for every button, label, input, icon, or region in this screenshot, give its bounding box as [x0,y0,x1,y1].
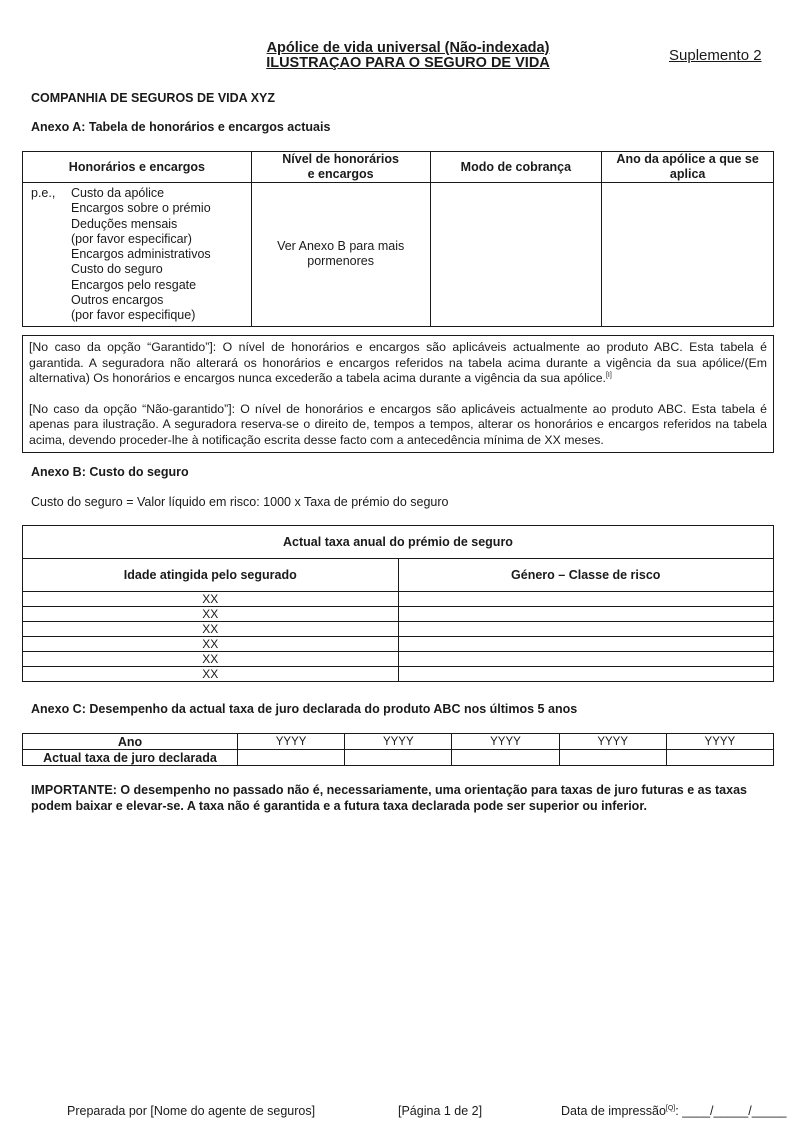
fee-items-list [71,186,211,324]
fee-item: (por favor especifique) [71,308,196,323]
col-header-age: Idade atingida pelo segurado [23,559,399,592]
fee-item: Deduções mensais [71,216,178,231]
age-cell: XX [23,592,399,607]
footer-print-date [561,1104,786,1118]
table-row [23,183,774,327]
guarantee-notes-box [22,335,774,453]
guaranteed-note [29,340,767,387]
fee-item: Encargos pelo resgate [71,277,197,292]
table-header-row [23,559,774,592]
fee-item: Outros encargos [71,293,164,308]
annex-a-heading: Anexo A: Tabela de honorários e encargos actuais [31,120,331,134]
fee-item: Encargos administrativos [71,247,211,262]
col-header-level [251,152,430,183]
table-row [23,667,774,682]
fee-level-cell [251,183,430,327]
year-cell: YYYY [238,734,345,750]
annex-c-heading: Anexo C: Desempenho da actual taxa de juro declarada do produto ABC nos últimos 5 anos [31,702,578,716]
company-name: COMPANHIA DE SEGUROS DE VIDA XYZ [31,91,276,105]
footer-prepared-by: Preparada por [Nome do agente de seguros] [67,1104,316,1118]
rate-cell [238,750,345,766]
row-header-rate: Actual taxa de juro declarada [23,750,238,766]
non-guaranteed-note: [No caso da opção “Não-garantido”]: O nível de honorários e encargos são aplicáveis actualmente ao produto ABC. Esta tabela é apenas para ilustração. A seguradora reserva-se o direito de, tempos a tempos, alterar os honorários e encargos referidos na tabela acima, devendo proceder-lhe à notificação escrita desse facto com a antecedência mínima de XX meses. [29,401,767,447]
col-header-level-line2: e encargos [307,167,374,181]
rate-cell [559,750,666,766]
interest-rate-table [22,733,774,766]
policy-year-cell [602,183,774,327]
col-header-level-line1: Nível de honorários [282,152,399,166]
level-note-line1: Ver Anexo B para mais [277,239,405,254]
fee-item: Custo da apólice [71,186,165,200]
footnote-marker: [I] [605,372,612,380]
print-date-label: Data de impressão [561,1104,666,1118]
table-header-row [23,152,774,183]
col-header-gender-risk: Género – Classe de risco [398,559,774,592]
level-note-line2: pormenores [307,254,374,269]
rate-cell [398,637,774,652]
premium-table-title: Actual taxa anual do prémio de seguro [23,526,774,559]
rate-cell [398,622,774,637]
supplement-label: Suplemento 2 [669,47,762,64]
title-line-2: ILUSTRAÇAO PARA O SEGURO DE VIDA [266,55,550,71]
important-disclaimer: IMPORTANTE: O desempenho no passado não é, necessariamente, uma orientação para taxas de juro futuras e as taxas podem baixar e elevar-se. A taxa não é garantida e a futura taxa declarada pode ser superior ou inferior. [31,783,747,813]
col-header-policy-year [602,152,774,183]
footer-page-number: [Página 1 de 2] [398,1104,483,1118]
table-row [23,592,774,607]
col-header-collection-mode: Modo de cobrança [430,152,602,183]
age-cell: XX [23,652,399,667]
print-date-value: : ____/_____/_____ [675,1104,787,1118]
fee-item: Encargos sobre o prémio [71,201,211,216]
year-cell: YYYY [666,734,773,750]
fee-item: (por favor especificar) [71,231,192,246]
guaranteed-note-text: [No caso da opção “Garantido”]: O nível de honorários e encargos são aplicáveis actualmente ao produto ABC. Esta tabela é garantida. A seguradora não alterará os honorários e encargos referidos na tabela acima durante a vigência da sua apólice/(Em alternativa) Os honorários e encargos nunca excederão a tabela acima durante a vigência da sua apólice. [29,340,767,386]
age-cell: XX [23,607,399,622]
table-row [23,607,774,622]
cost-formula: Custo do seguro = Valor líquido em risco: 1000 x Taxa de prémio do seguro [31,495,449,509]
table-row [23,652,774,667]
rate-cell [398,667,774,682]
table-title-row [23,526,774,559]
rate-cell [345,750,452,766]
col-header-year-line1: Ano da apólice a que se [616,152,759,166]
fees-charges-table [22,151,774,327]
premium-rate-table [22,525,774,682]
table-row [23,637,774,652]
collection-mode-cell [430,183,602,327]
rate-cell [398,592,774,607]
footnote-marker: [Q] [665,1104,676,1112]
title-line-1: Apólice de vida universal (Não-indexada) [266,40,550,56]
rate-cell [398,652,774,667]
rate-cell [398,607,774,622]
col-header-fees: Honorários e encargos [23,152,252,183]
table-row-years [23,734,774,750]
table-row [23,622,774,637]
annex-b-heading: Anexo B: Custo do seguro [31,465,189,479]
col-header-year-line2: aplica [669,167,706,181]
year-cell: YYYY [559,734,666,750]
table-row-rates [23,750,774,766]
fee-items-cell [23,183,252,327]
example-prefix: p.e., [31,186,56,200]
year-cell: YYYY [345,734,452,750]
fee-item: Custo do seguro [71,262,163,277]
age-cell: XX [23,667,399,682]
age-cell: XX [23,637,399,652]
age-cell: XX [23,622,399,637]
year-cell: YYYY [452,734,559,750]
rate-cell [666,750,773,766]
rate-cell [452,750,559,766]
row-header-year: Ano [23,734,238,750]
